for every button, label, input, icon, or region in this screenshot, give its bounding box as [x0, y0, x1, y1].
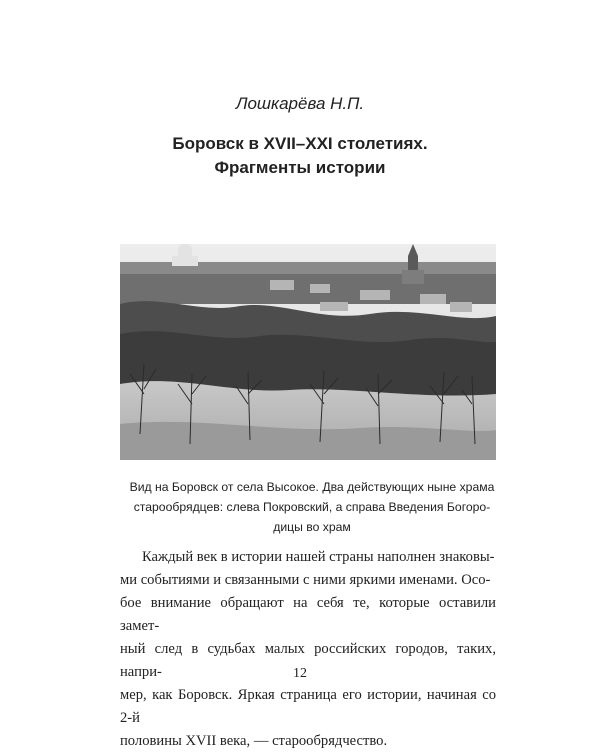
caption-line: дицы во храм	[273, 520, 351, 534]
body-line: ми событиями и связанными с ними яркими именами. Осо-	[120, 572, 491, 588]
body-line: бое внимание обращают на себя те, которые оставили замет-	[120, 595, 496, 634]
caption-line: Вид на Боровск от села Высокое. Два действующих ныне храма	[129, 480, 495, 494]
title-line-1: Боровск в XVII–XXI столетиях.	[172, 134, 428, 153]
page-number: 12	[293, 666, 307, 681]
photo-caption	[124, 477, 500, 537]
body-line: половины XVII века, — старообрядчество.	[120, 733, 388, 749]
author-name: Лошкарёва Н.П.	[235, 94, 365, 113]
body-line: Каждый век в истории нашей страны наполнен знаковы-	[142, 549, 495, 565]
chapter-title	[0, 132, 600, 180]
body-paragraph	[120, 546, 496, 753]
body-line: ный след в судьбах малых российских городов, таких, напри-	[120, 641, 496, 680]
photo-town-flood	[120, 244, 496, 460]
caption-line: старообрядцев: слева Покровский, а справа Введения Богоро-	[133, 500, 491, 514]
body-line: мер, как Боровск. Яркая страница его истории, начиная со 2-й	[120, 687, 496, 726]
title-line-2: Фрагменты истории	[214, 158, 386, 177]
